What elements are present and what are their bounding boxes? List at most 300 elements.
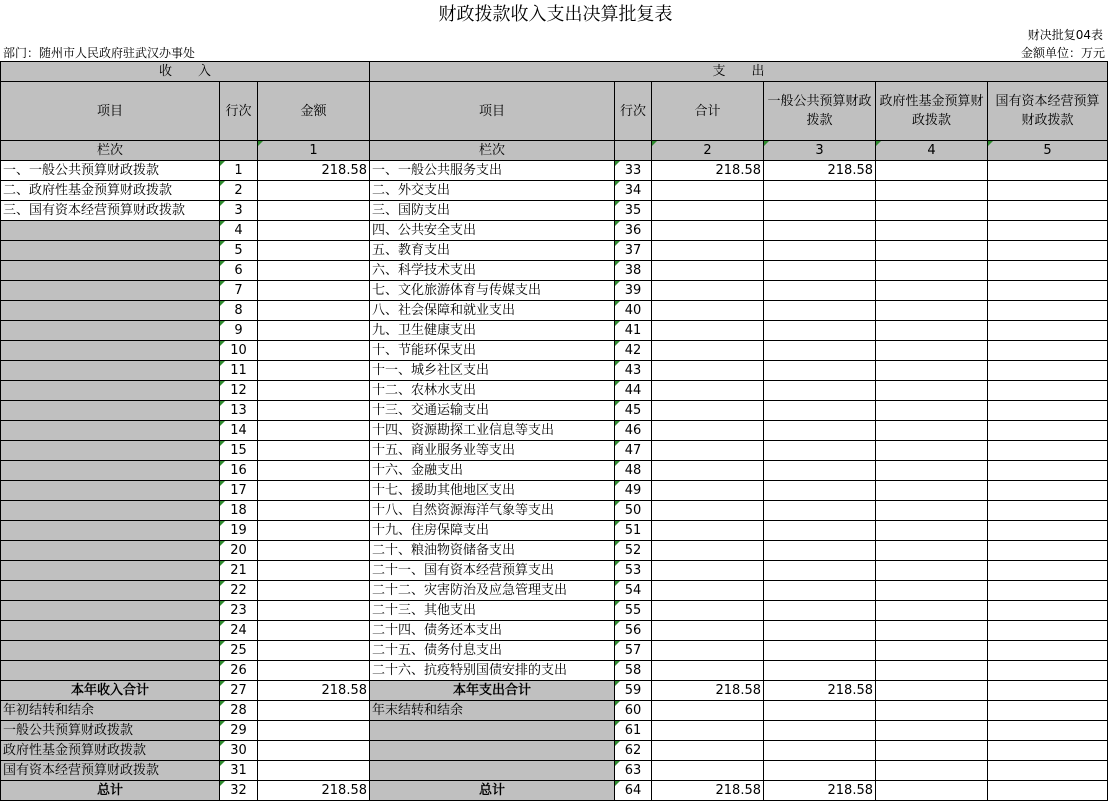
income-amount-cell[interactable]: 218.58 [258, 161, 370, 181]
income-item-cell[interactable] [1, 561, 220, 581]
income-item-cell[interactable] [1, 661, 220, 681]
expense-item-cell[interactable]: 二十六、抗疫特别国债安排的支出 [370, 661, 615, 681]
expense-item-cell[interactable]: 二十二、灾害防治及应急管理支出 [370, 581, 615, 601]
expense-gov-fund-cell[interactable] [876, 621, 988, 641]
expense-state-capital-cell[interactable] [988, 341, 1108, 361]
income-item-cell[interactable]: 二、政府性基金预算财政拨款 [1, 181, 220, 201]
expense-row-no-cell[interactable]: 46 [615, 421, 652, 441]
income-row-no-cell[interactable]: 5 [220, 241, 258, 261]
expense-general-cell[interactable] [764, 201, 876, 221]
expense-row-no-cell[interactable]: 38 [615, 261, 652, 281]
expense-item-cell[interactable]: 二十三、其他支出 [370, 601, 615, 621]
expense-row-no-cell[interactable]: 39 [615, 281, 652, 301]
expense-gov-fund-cell[interactable] [876, 521, 988, 541]
expense-state-capital-cell[interactable] [988, 621, 1108, 641]
expense-state-capital-cell[interactable] [988, 521, 1108, 541]
income-carry-row-no[interactable]: 30 [220, 741, 258, 761]
income-grand-total-amount[interactable]: 218.58 [258, 781, 370, 801]
expense-item-cell[interactable]: 二十四、债务还本支出 [370, 621, 615, 641]
income-item-cell[interactable] [1, 481, 220, 501]
expense-state-capital-cell[interactable] [988, 541, 1108, 561]
table-row [1, 621, 1108, 641]
expense-total-cell[interactable] [652, 261, 764, 281]
income-item-cell[interactable] [1, 281, 220, 301]
expense-row-no-cell[interactable]: 51 [615, 521, 652, 541]
expense-carry-gov-fund[interactable] [876, 741, 988, 761]
table-row [1, 261, 1108, 281]
expense-carry-state-capital[interactable] [988, 721, 1108, 741]
income-item-cell[interactable] [1, 261, 220, 281]
income-carry-row-no[interactable]: 31 [220, 761, 258, 781]
table-row [1, 541, 1108, 561]
expense-total-cell[interactable] [652, 621, 764, 641]
expense-gov-fund-cell[interactable] [876, 341, 988, 361]
grand-total-row [1, 781, 1108, 801]
expense-total-cell[interactable] [652, 581, 764, 601]
expense-total-cell[interactable] [652, 601, 764, 621]
expense-subtotal-general[interactable]: 218.58 [764, 681, 876, 701]
expense-state-capital-cell[interactable] [988, 261, 1108, 281]
income-row-no-cell[interactable]: 26 [220, 661, 258, 681]
income-row-no-cell[interactable]: 8 [220, 301, 258, 321]
expense-general-cell[interactable] [764, 301, 876, 321]
income-carry-amount[interactable] [258, 721, 370, 741]
expense-total-cell[interactable] [652, 661, 764, 681]
income-amount-cell[interactable] [258, 441, 370, 461]
expense-general-cell[interactable] [764, 541, 876, 561]
expense-state-capital-cell[interactable] [988, 301, 1108, 321]
income-row-no-cell[interactable]: 24 [220, 621, 258, 641]
income-amount-cell[interactable] [258, 221, 370, 241]
expense-carry-total[interactable] [652, 701, 764, 721]
expense-total-cell[interactable] [652, 201, 764, 221]
expense-carry-state-capital[interactable] [988, 741, 1108, 761]
income-amount-cell[interactable] [258, 321, 370, 341]
expense-row-no-cell[interactable]: 56 [615, 621, 652, 641]
income-row-no-cell[interactable]: 20 [220, 541, 258, 561]
expense-total-cell[interactable] [652, 341, 764, 361]
expense-general-cell[interactable] [764, 581, 876, 601]
expense-item-cell[interactable]: 七、文化旅游体育与传媒支出 [370, 281, 615, 301]
expense-gov-fund-cell[interactable] [876, 641, 988, 661]
expense-row-no-cell[interactable]: 57 [615, 641, 652, 661]
expense-item-cell[interactable]: 十八、自然资源海洋气象等支出 [370, 501, 615, 521]
income-row-no-cell[interactable]: 9 [220, 321, 258, 341]
expense-general-cell[interactable] [764, 421, 876, 441]
carry-over-row [1, 741, 1108, 761]
table-row [1, 561, 1108, 581]
expense-item-cell[interactable]: 二十、粮油物资储备支出 [370, 541, 615, 561]
income-item-header: 项目 [1, 82, 220, 141]
expense-general-cell[interactable] [764, 661, 876, 681]
income-amount-cell[interactable] [258, 241, 370, 261]
expense-state-capital-cell[interactable] [988, 421, 1108, 441]
expense-item-cell[interactable]: 十九、住房保障支出 [370, 521, 615, 541]
income-row-no-cell[interactable]: 21 [220, 561, 258, 581]
income-amount-cell[interactable] [258, 661, 370, 681]
expense-item-cell[interactable]: 五、教育支出 [370, 241, 615, 261]
expense-grand-total-general[interactable]: 218.58 [764, 781, 876, 801]
expense-item-cell[interactable]: 十三、交通运输支出 [370, 401, 615, 421]
income-amount-cell[interactable] [258, 301, 370, 321]
expense-general-cell[interactable]: 218.58 [764, 161, 876, 181]
expense-carry-general[interactable] [764, 741, 876, 761]
income-subtotal-row-no[interactable]: 27 [220, 681, 258, 701]
expense-gov-fund-cell[interactable] [876, 421, 988, 441]
expense-state-capital-cell[interactable] [988, 161, 1108, 181]
expense-general-cell[interactable] [764, 321, 876, 341]
income-amount-cell[interactable] [258, 601, 370, 621]
expense-carry-total[interactable] [652, 761, 764, 781]
expense-general-cell[interactable] [764, 441, 876, 461]
income-grand-total-row-no[interactable]: 32 [220, 781, 258, 801]
expense-carry-gov-fund[interactable] [876, 721, 988, 741]
expense-general-cell[interactable] [764, 381, 876, 401]
expense-gov-fund-cell[interactable] [876, 321, 988, 341]
expense-total-cell[interactable] [652, 521, 764, 541]
income-amount-header: 金额 [258, 82, 370, 141]
income-amount-cell[interactable] [258, 561, 370, 581]
expense-carry-row-no[interactable]: 63 [615, 761, 652, 781]
expense-state-capital-cell[interactable] [988, 561, 1108, 581]
expense-row-no-cell[interactable]: 55 [615, 601, 652, 621]
expense-row-no-cell[interactable]: 58 [615, 661, 652, 681]
income-row-no-cell[interactable]: 25 [220, 641, 258, 661]
expense-row-no-cell[interactable]: 45 [615, 401, 652, 421]
income-subtotal-amount[interactable]: 218.58 [258, 681, 370, 701]
expense-total-cell[interactable] [652, 481, 764, 501]
expense-carry-row-no[interactable]: 62 [615, 741, 652, 761]
table-row [1, 501, 1108, 521]
income-amount-cell[interactable] [258, 521, 370, 541]
expense-total-cell[interactable] [652, 361, 764, 381]
expense-row-no-cell[interactable]: 36 [615, 221, 652, 241]
income-row-no-cell[interactable]: 10 [220, 341, 258, 361]
expense-general-cell[interactable] [764, 241, 876, 261]
income-item-cell[interactable] [1, 601, 220, 621]
income-row-no-cell[interactable]: 11 [220, 361, 258, 381]
expense-state-capital-cell[interactable] [988, 601, 1108, 621]
expense-state-capital-cell[interactable] [988, 441, 1108, 461]
expense-item-cell[interactable]: 九、卫生健康支出 [370, 321, 615, 341]
income-row-no-cell[interactable]: 16 [220, 461, 258, 481]
expense-item-cell[interactable]: 一、一般公共服务支出 [370, 161, 615, 181]
expense-total-cell[interactable] [652, 421, 764, 441]
expense-state-capital-cell[interactable] [988, 361, 1108, 381]
expense-gov-fund-cell[interactable] [876, 221, 988, 241]
expense-row-no-cell[interactable]: 34 [615, 181, 652, 201]
income-amount-cell[interactable] [258, 341, 370, 361]
expense-item-cell[interactable]: 十五、商业服务业等支出 [370, 441, 615, 461]
expense-general-cell[interactable] [764, 221, 876, 241]
expense-total-cell[interactable] [652, 501, 764, 521]
expense-gov-fund-cell[interactable] [876, 541, 988, 561]
expense-state-capital-cell[interactable] [988, 201, 1108, 221]
expense-gov-fund-cell[interactable] [876, 201, 988, 221]
income-row-no-cell[interactable]: 6 [220, 261, 258, 281]
income-item-cell[interactable] [1, 621, 220, 641]
income-amount-cell[interactable] [258, 181, 370, 201]
income-row-no-cell[interactable]: 14 [220, 421, 258, 441]
expense-row-no-cell[interactable]: 42 [615, 341, 652, 361]
expense-item-cell[interactable]: 二十一、国有资本经营预算支出 [370, 561, 615, 581]
expense-row-no-cell[interactable]: 43 [615, 361, 652, 381]
expense-subtotal-row-no[interactable]: 59 [615, 681, 652, 701]
expense-general-cell[interactable] [764, 481, 876, 501]
carry-over-row [1, 721, 1108, 741]
expense-gov-fund-cell[interactable] [876, 241, 988, 261]
expense-general-cell[interactable] [764, 501, 876, 521]
expense-subtotal-label: 本年支出合计 [370, 681, 615, 701]
expense-total-cell[interactable] [652, 561, 764, 581]
table-row [1, 321, 1108, 341]
expense-state-capital-cell[interactable] [988, 581, 1108, 601]
income-row-no-cell[interactable]: 4 [220, 221, 258, 241]
expense-gov-fund-cell[interactable] [876, 601, 988, 621]
income-row-no-cell[interactable]: 15 [220, 441, 258, 461]
income-column-no-label: 栏次 [1, 141, 220, 161]
expense-state-capital-cell[interactable] [988, 241, 1108, 261]
expense-gov-fund-cell[interactable] [876, 361, 988, 381]
expense-row-no-cell[interactable]: 50 [615, 501, 652, 521]
expense-gov-fund-cell[interactable] [876, 441, 988, 461]
income-carry-amount[interactable] [258, 761, 370, 781]
income-row-no-cell[interactable]: 18 [220, 501, 258, 521]
income-row-no-cell[interactable]: 23 [220, 601, 258, 621]
expense-row-no-cell[interactable]: 33 [615, 161, 652, 181]
income-item-cell[interactable] [1, 521, 220, 541]
income-item-cell[interactable] [1, 401, 220, 421]
expense-row-no-cell[interactable]: 37 [615, 241, 652, 261]
income-item-cell[interactable]: 三、国有资本经营预算财政拨款 [1, 201, 220, 221]
expense-state-capital-cell[interactable] [988, 321, 1108, 341]
expense-total-cell[interactable] [652, 281, 764, 301]
income-row-no-cell[interactable]: 7 [220, 281, 258, 301]
expense-item-cell[interactable]: 四、公共安全支出 [370, 221, 615, 241]
income-row-no-cell[interactable]: 3 [220, 201, 258, 221]
expense-carry-general[interactable] [764, 761, 876, 781]
expense-gov-fund-cell[interactable] [876, 181, 988, 201]
expense-grand-total-row-no[interactable]: 64 [615, 781, 652, 801]
expense-general-cell[interactable] [764, 361, 876, 381]
income-item-cell[interactable] [1, 421, 220, 441]
income-item-cell[interactable] [1, 441, 220, 461]
expense-row-no-cell[interactable]: 49 [615, 481, 652, 501]
expense-general-cell[interactable] [764, 401, 876, 421]
income-item-cell[interactable]: 一、一般公共预算财政拨款 [1, 161, 220, 181]
income-item-cell[interactable] [1, 221, 220, 241]
expense-column-no-label: 栏次 [370, 141, 615, 161]
income-amount-cell[interactable] [258, 281, 370, 301]
income-item-cell[interactable] [1, 641, 220, 661]
expense-item-cell[interactable]: 六、科学技术支出 [370, 261, 615, 281]
expense-row-no-cell[interactable]: 54 [615, 581, 652, 601]
income-row-no-cell[interactable]: 12 [220, 381, 258, 401]
income-row-no-cell[interactable]: 22 [220, 581, 258, 601]
expense-general-cell[interactable] [764, 281, 876, 301]
expense-item-cell[interactable]: 二十五、债务付息支出 [370, 641, 615, 661]
income-carry-row-no[interactable]: 29 [220, 721, 258, 741]
expense-item-cell[interactable]: 十二、农林水支出 [370, 381, 615, 401]
expense-gov-fund-cell[interactable] [876, 281, 988, 301]
income-amount-cell[interactable] [258, 621, 370, 641]
expense-general-cell[interactable] [764, 641, 876, 661]
expense-total-cell[interactable] [652, 461, 764, 481]
expense-carry-item [370, 721, 615, 741]
income-carry-amount[interactable] [258, 701, 370, 721]
expense-gov-fund-cell[interactable] [876, 261, 988, 281]
expense-carry-state-capital[interactable] [988, 761, 1108, 781]
expense-carry-state-capital[interactable] [988, 701, 1108, 721]
expense-carry-general[interactable] [764, 701, 876, 721]
expense-carry-item [370, 761, 615, 781]
expense-total-cell[interactable] [652, 321, 764, 341]
income-amount-cell[interactable] [258, 641, 370, 661]
income-item-cell[interactable] [1, 501, 220, 521]
expense-column-no-3: 3 [764, 141, 876, 161]
income-item-cell[interactable] [1, 241, 220, 261]
expense-gov-fund-cell[interactable] [876, 661, 988, 681]
table-row [1, 161, 1108, 181]
expense-gov-fund-cell[interactable] [876, 561, 988, 581]
expense-gov-fund-cell[interactable] [876, 581, 988, 601]
income-row-no-cell[interactable]: 2 [220, 181, 258, 201]
table-row [1, 661, 1108, 681]
amount-unit-label: 金额单位：万元 [1020, 46, 1105, 60]
expense-state-capital-cell[interactable] [988, 481, 1108, 501]
income-subtotal-label: 本年收入合计 [1, 681, 220, 701]
expense-item-cell[interactable]: 二、外交支出 [370, 181, 615, 201]
income-amount-cell[interactable] [258, 501, 370, 521]
income-amount-cell[interactable] [258, 361, 370, 381]
expense-total-cell[interactable] [652, 301, 764, 321]
expense-state-capital-cell[interactable] [988, 641, 1108, 661]
expense-total-cell[interactable] [652, 641, 764, 661]
expense-general-cell[interactable] [764, 181, 876, 201]
expense-general-cell[interactable] [764, 621, 876, 641]
income-item-cell[interactable] [1, 301, 220, 321]
expense-row-no-cell[interactable]: 35 [615, 201, 652, 221]
expense-general-cell[interactable] [764, 261, 876, 281]
expense-state-capital-cell[interactable] [988, 281, 1108, 301]
expense-subtotal-state-capital[interactable] [988, 681, 1108, 701]
income-amount-cell[interactable] [258, 461, 370, 481]
income-row-no-cell[interactable]: 17 [220, 481, 258, 501]
expense-gov-fund-cell[interactable] [876, 301, 988, 321]
income-amount-cell[interactable] [258, 401, 370, 421]
expense-carry-total[interactable] [652, 721, 764, 741]
income-amount-cell[interactable] [258, 481, 370, 501]
expense-carry-row-no[interactable]: 61 [615, 721, 652, 741]
expense-state-capital-cell[interactable] [988, 381, 1108, 401]
expense-total-cell[interactable] [652, 541, 764, 561]
expense-total-cell[interactable]: 218.58 [652, 161, 764, 181]
expense-item-cell[interactable]: 十七、援助其他地区支出 [370, 481, 615, 501]
income-amount-cell[interactable] [258, 421, 370, 441]
expense-row-no-cell[interactable]: 44 [615, 381, 652, 401]
expense-row-no-cell[interactable]: 40 [615, 301, 652, 321]
expense-grand-total-gov-fund[interactable] [876, 781, 988, 801]
expense-total-cell[interactable] [652, 181, 764, 201]
expense-column-no-5: 5 [988, 141, 1108, 161]
expense-gov-fund-cell[interactable] [876, 461, 988, 481]
expense-subtotal-total[interactable]: 218.58 [652, 681, 764, 701]
expense-row-no-cell[interactable]: 48 [615, 461, 652, 481]
income-row-no-cell[interactable]: 19 [220, 521, 258, 541]
expense-general-cell[interactable] [764, 601, 876, 621]
income-amount-cell[interactable] [258, 201, 370, 221]
expense-general-cell[interactable] [764, 341, 876, 361]
income-amount-cell[interactable] [258, 261, 370, 281]
expense-gov-fund-cell[interactable] [876, 381, 988, 401]
expense-item-cell[interactable]: 三、国防支出 [370, 201, 615, 221]
expense-carry-row-no[interactable]: 60 [615, 701, 652, 721]
expense-carry-gov-fund[interactable] [876, 701, 988, 721]
expense-total-cell[interactable] [652, 381, 764, 401]
income-item-cell[interactable] [1, 581, 220, 601]
expense-state-capital-cell[interactable] [988, 221, 1108, 241]
expense-row-no-cell[interactable]: 52 [615, 541, 652, 561]
income-amount-cell[interactable] [258, 541, 370, 561]
expense-state-capital-cell[interactable] [988, 181, 1108, 201]
income-item-cell[interactable] [1, 541, 220, 561]
table-row [1, 301, 1108, 321]
expense-grand-total-state-capital[interactable] [988, 781, 1108, 801]
expense-general-cell[interactable] [764, 461, 876, 481]
income-item-cell[interactable] [1, 461, 220, 481]
expense-total-cell[interactable] [652, 241, 764, 261]
expense-total-cell[interactable] [652, 401, 764, 421]
expense-item-cell[interactable]: 十一、城乡社区支出 [370, 361, 615, 381]
expense-row-no-cell[interactable]: 47 [615, 441, 652, 461]
income-item-cell[interactable] [1, 381, 220, 401]
expense-item-cell[interactable]: 十、节能环保支出 [370, 341, 615, 361]
expense-gov-fund-cell[interactable] [876, 401, 988, 421]
income-row-no-cell[interactable]: 1 [220, 161, 258, 181]
expense-general-cell[interactable] [764, 561, 876, 581]
income-item-cell[interactable] [1, 321, 220, 341]
income-item-cell[interactable] [1, 361, 220, 381]
expense-item-cell[interactable]: 八、社会保障和就业支出 [370, 301, 615, 321]
income-row-no-cell[interactable]: 13 [220, 401, 258, 421]
table-row [1, 401, 1108, 421]
expense-general-cell[interactable] [764, 521, 876, 541]
income-amount-cell[interactable] [258, 381, 370, 401]
income-carry-amount[interactable] [258, 741, 370, 761]
expense-total-cell[interactable] [652, 221, 764, 241]
income-amount-cell[interactable] [258, 581, 370, 601]
income-item-cell[interactable] [1, 341, 220, 361]
expense-carry-total[interactable] [652, 741, 764, 761]
income-carry-row-no[interactable]: 28 [220, 701, 258, 721]
expense-item-cell[interactable]: 十六、金融支出 [370, 461, 615, 481]
expense-carry-gov-fund[interactable] [876, 761, 988, 781]
expense-grand-total-total[interactable]: 218.58 [652, 781, 764, 801]
expense-state-capital-cell[interactable] [988, 401, 1108, 421]
expense-row-no-cell[interactable]: 53 [615, 561, 652, 581]
expense-row-no-cell[interactable]: 41 [615, 321, 652, 341]
expense-item-cell[interactable]: 十四、资源勘探工业信息等支出 [370, 421, 615, 441]
expense-gov-fund-cell[interactable] [876, 161, 988, 181]
expense-state-capital-cell[interactable] [988, 501, 1108, 521]
expense-gov-fund-cell[interactable] [876, 501, 988, 521]
expense-state-capital-cell[interactable] [988, 461, 1108, 481]
expense-total-cell[interactable] [652, 441, 764, 461]
expense-gov-fund-cell[interactable] [876, 481, 988, 501]
expense-subtotal-gov-fund[interactable] [876, 681, 988, 701]
expense-carry-general[interactable] [764, 721, 876, 741]
expense-state-capital-cell[interactable] [988, 661, 1108, 681]
